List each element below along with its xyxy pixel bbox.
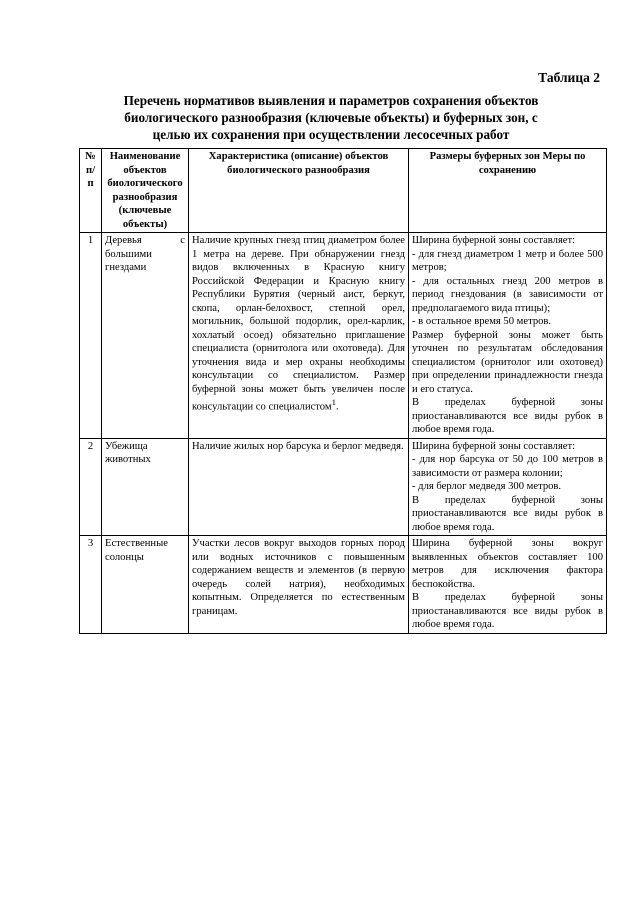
- row-characteristic: Наличие жилых нор барсука и берлог медведя.: [189, 438, 409, 536]
- header-characteristic: Характеристика (описание) объектов биологического разнообразия: [189, 149, 409, 233]
- row-object-name: Естественные солонцы: [102, 536, 189, 634]
- header-buffer-zone: Размеры буферных зон Меры по сохранению: [409, 149, 607, 233]
- table-header-row: [80, 149, 607, 233]
- row-buffer-zone: [409, 233, 607, 439]
- buffer-line: В пределах буферной зоны приостанавливаются все виды рубок в любое время года.: [412, 592, 603, 630]
- buffer-line: - в остальное время 50 метров.: [412, 316, 552, 327]
- buffer-line: Ширина буферной зоны составляет:: [412, 440, 576, 452]
- row-buffer-zone: [409, 536, 607, 634]
- header-number-line: №: [85, 151, 96, 162]
- header-number-line: п/: [85, 164, 96, 176]
- buffer-line: Размер буферной зоны может быть уточнен по результатам обследования специалистом (орнитолог или охотовед) при определении принадлежности гнезда и его статуса.: [412, 329, 603, 395]
- buffer-line: - для берлог медведя 300 метров.: [412, 481, 562, 492]
- row-number: 1: [80, 233, 102, 439]
- title-line: Перечень нормативов выявления и параметров сохранения объектов: [123, 93, 539, 108]
- norms-table: [79, 148, 607, 634]
- table-row: [80, 233, 607, 439]
- row-characteristic: Участки лесов вокруг выходов горных пород или водных источников с повышенным содержанием веществ и элементов (в первую очередь солей натрия), необходимых копытным. Определяется по естественным границам.: [189, 536, 409, 634]
- footnote-marker: 1: [331, 397, 337, 407]
- buffer-line: - для остальных гнезд 200 метров в период гнездования (в зависимости от предполагаемого вида птицы);: [412, 275, 603, 314]
- buffer-line: - для гнезд диаметром 1 метр и более 500 метров;: [412, 248, 603, 273]
- row-buffer-zone: [409, 438, 607, 536]
- header-number: [80, 149, 102, 233]
- row-object-name: Деревья с большими гнездами: [102, 233, 189, 439]
- table-row: [80, 536, 607, 634]
- title-line: целью их сохранения при осуществлении лесосечных работ: [152, 127, 510, 142]
- title-line: биологического разнообразия (ключевые объекты) и буферных зон, с: [124, 110, 538, 125]
- buffer-line: В пределах буферной зоны приостанавливаются все виды рубок в любое время года.: [412, 397, 603, 435]
- table-title: [70, 92, 592, 143]
- buffer-line: Ширина буферной зоны вокруг выявленных объектов составляет 100 метров для исключения фактора беспокойства.: [412, 538, 603, 590]
- buffer-line: - для нор барсука от 50 до 100 метров в зависимости от размера колонии;: [412, 454, 603, 479]
- row-number: 2: [80, 438, 102, 536]
- header-number-line: п: [87, 178, 94, 189]
- buffer-line: В пределах буферной зоны приостанавливаются все виды рубок в любое время года.: [412, 494, 603, 533]
- row-object-name: Убежища животных: [102, 438, 189, 536]
- row-number: 3: [80, 536, 102, 634]
- row-characteristic: Наличие крупных гнезд птиц диаметром более 1 метра на дереве. При обнаружении гнезд видов включенных в Красную книгу Российской Федерации и Красную книгу Республики Бурятия (черный аист, беркут, скопа, орлан-белохвост, степной орел, могильник, большой подорлик, орел-карлик, хохлатый осоед) обязательно приглашение специалиста (орнитолога или охотоведа). Для уточнения вида и мер охраны необходимы консультации со специалистом. Размер буферной зоны может быть увеличен после консультации со специалистом$^1$.: [189, 233, 409, 439]
- header-name: Наименование объектов биологического разнообразия (ключевые объекты): [102, 149, 189, 233]
- row-characteristic-text: Наличие крупных гнезд птиц диаметром более 1 метра на дереве. При обнаружении гнезд видов включенных в Красную книгу Российской Федерации и Красную книгу Республики Бурятия (черный аист, беркут, скопа, орлан-белохвост, степной орел, могильник, большой подорлик, орел-карлик, хохлатый осоед) обязательно приглашение специалиста (орнитолога или охотоведа). Для уточнения вида и мер охраны необходимы консультации со специалистом. Размер буферной зоны может быть увеличен после консультации со специалистом: [192, 235, 405, 413]
- table-label: Таблица 2: [538, 70, 600, 85]
- buffer-line: Ширина буферной зоны составляет:: [412, 235, 576, 246]
- table-row: [80, 438, 607, 536]
